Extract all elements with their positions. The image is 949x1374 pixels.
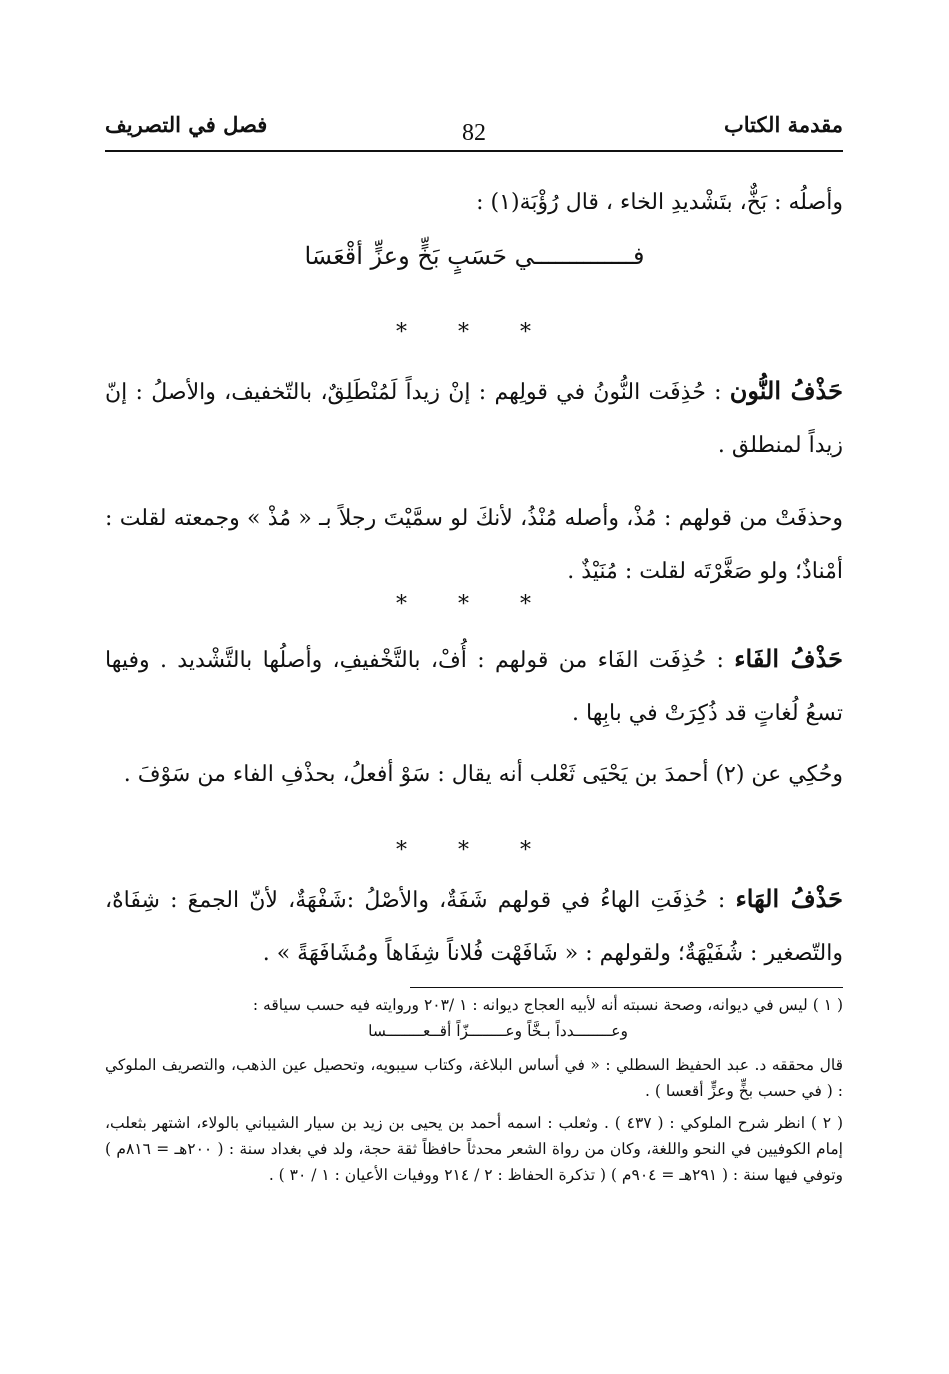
chapter-title: مقدمة الكتاب <box>723 112 843 137</box>
section-title: فصل في التصريف <box>105 112 268 137</box>
nun-paragraph-2: وحذفَتْ من قولهم : مُذْ، وأصله مُنْذُ، لأنكَ لو سمَّيْتَ رجلاً بـ « مُذْ » وجمعته لقلت : أمْناذٌ؛ ولو صَغَّرْتَه لقلت : مُنَيْذٌ . <box>105 506 843 584</box>
footnote-1-line-1: ( ١ ) ليس في ديوانه، وصحة نسبته أنه لأبيه العجاج ديوانه : ١ /٢٠٣ وروايته فيه حسب سياقه : <box>252 996 843 1014</box>
nun-text: : حُذِفَت النُّونُ في قولِهم : إنْ زيداً لَمُنْطَلِقٌ، بالتّخفيف، والأصلُ : إنّ زيداً لمنطلق . <box>105 380 843 458</box>
header-rule <box>105 150 843 152</box>
fa-paragraph <box>105 632 843 740</box>
section-ha <box>105 872 843 980</box>
fa-paragraph-2: وحُكِي عن (٢) أحمدَ بن يَحْيَى ثَعْلب أنه يقال : سَوْ أفعلُ، بحذْفِ الفاء من سَوْفَ . <box>123 762 843 787</box>
fa-text: : حُذِفَت الفَاء من قولهم : أُفْ، بالتَّخْفيفِ، وأصلُها بالتَّشْديد . وفيها تسعُ لُغاتٍ قد ذُكِرَتْ في بابِها . <box>105 648 843 726</box>
ha-heading: حَذْفُ الهَاء <box>735 884 844 913</box>
separator-3: * * * <box>396 838 553 863</box>
footnote-1-note: قال محققه د. عبد الحفيظ السطلي : « في أساس البلاغة، وكتاب سيبويه، وتحصيل عين الذهب، والتصريف الملوكي : ( في حسب بخٍّ وعزٍّ أقعسا ) . <box>105 1056 843 1100</box>
nun-paragraph <box>105 364 843 472</box>
section-fa <box>105 632 843 801</box>
intro-line: وأصلُه : بَخٌّ، بتَشْديدِ الخاء ، قال رُؤْبَة(١) : <box>476 190 843 215</box>
footnotes <box>105 992 843 1188</box>
separator-1: * * * <box>396 320 553 345</box>
ha-text: : حُذِفَتِ الهاءُ في قولهم شَفَةٌ، والأصْلُ :شَفْهَةٌ، لأنّ الجمعَ : شِفَاهٌ، والتّصغير : شُفَيْهَةٌ؛ ولقولهم : « شَافَهْت فُلاناً شِفَاهاً ومُشَافَهَةً » . <box>105 888 843 966</box>
ha-paragraph <box>105 872 843 980</box>
nun-heading: حَذْفُ النُّون <box>729 376 843 405</box>
page-number: 82 <box>462 120 486 146</box>
footnote-1-verse: وعــــــــدداً بـخَّاً وعــــــــزّاً أقــعــــــــسا <box>368 1022 628 1040</box>
intro-block <box>105 180 843 226</box>
verse-line: فــــــــــــــي حَسَبٍ بَخٍّ وعزٍّ أقْعَسَا <box>304 242 645 270</box>
footnote-2: ( ٢ ) انظر شرح الملوكي : ( ٤٣٧ ) . وثعلب : اسمه أحمد بن يحيى بن زيد بن سيار الشيباني بالولاء، اشتهر بثعلب، إمام الكوفيين في النحو واللغة، وكان من رواة الشعر محدثاً حافظاً ثقة حجة، ولد في بغداد سنة : ( ٢٠٠هـ = ٨١٦م ) وتوفي فيها سنة : ( ٢٩١هـ = ٩٠٤م ) ( تذكرة الحفاظ : ٢ / ٢١٤ ووفيات الأعيان : ١ / ٣٠ ) . <box>105 1114 843 1184</box>
running-header <box>105 108 843 148</box>
footnote-rule <box>410 987 843 988</box>
fa-heading: حَذْفُ الفَاء <box>734 644 843 673</box>
separator-2: * * * <box>396 592 553 617</box>
section-nun <box>105 364 843 598</box>
